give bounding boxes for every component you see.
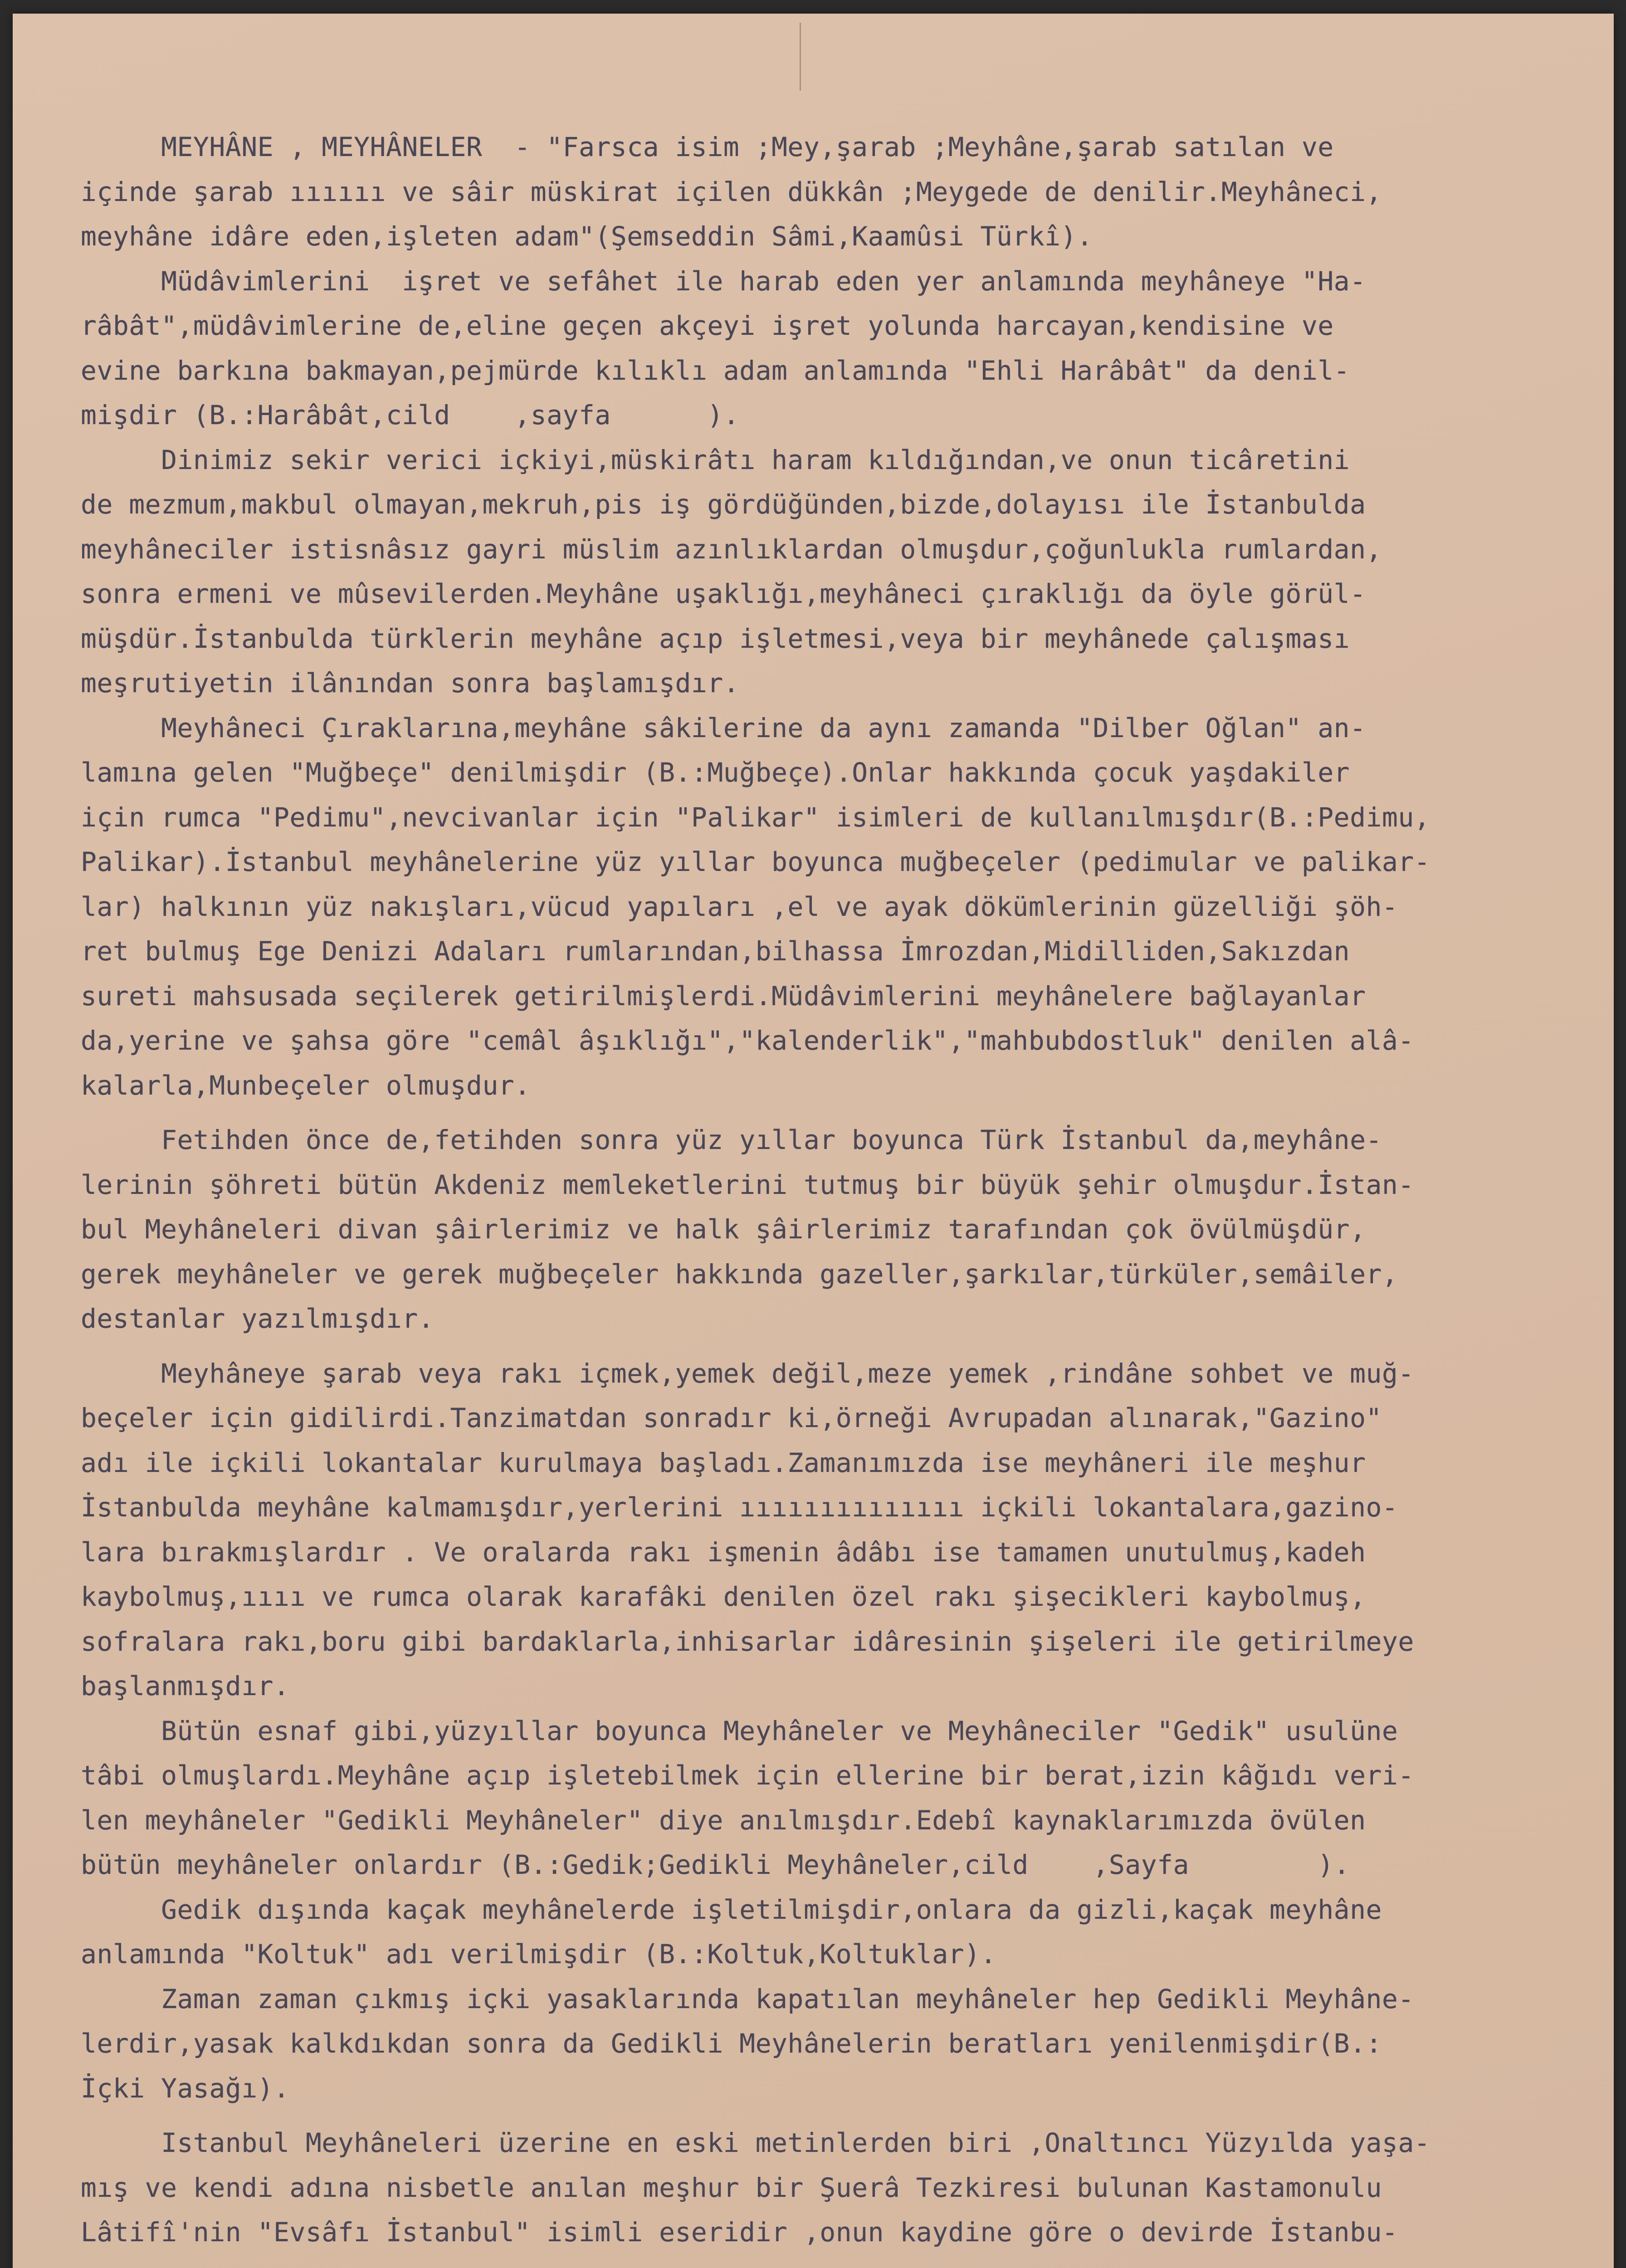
text-line: İstanbulda meyhâne kalmamışdır,yerlerini ıııııııııııııı içkili lokantalara,gazino- <box>81 1492 1398 1523</box>
text-line: lerdir,yasak kalkdıkdan sonra da Gedikli Meyhânelerin beratları yenilenmişdir(B.: <box>81 2028 1382 2059</box>
text-line: Meyhâneci Çıraklarına,meyhâne sâkilerine da aynı zamanda "Dilber Oğlan" an- <box>81 712 1366 743</box>
text-line: İçki Yasağı). <box>81 2072 290 2104</box>
text-line: tâbi olmuşlardı.Meyhâne açıp işletebilmek için ellerine bir berat,izin kâğıdı veri- <box>81 1760 1414 1791</box>
text-line: mişdir (B.:Harâbât,cild ,sayfa ). <box>81 400 740 430</box>
text-line: beçeler için gidilirdi.Tanzimatdan sonradır ki,örneği Avrupadan alınarak,"Gazino" <box>81 1403 1382 1433</box>
text-line: Zaman zaman çıkmış içki yasaklarında kapatılan meyhâneler hep Gedikli Meyhâne- <box>81 1983 1414 2014</box>
text-line: bütün meyhâneler onlardır (B.:Gedik;Gedikli Meyhâneler,cild ,Sayfa ). <box>81 1849 1350 1880</box>
fold-mark <box>800 23 801 91</box>
text-line: sureti mahsusada seçilerek getirilmişlerdi.Müdâvimlerini meyhânelere bağlayanlar <box>81 980 1366 1012</box>
text-line: Istanbul Meyhâneleri üzerine en eski metinlerden biri ,Onaltıncı Yüzyılda yaşa- <box>81 2127 1431 2158</box>
text-line: başlanmışdır. <box>81 1671 290 1701</box>
text-line: bul Meyhâneleri divan şâirlerimiz ve halk şâirlerimiz tarafından çok övülmüşdür, <box>81 1214 1366 1245</box>
text-line: da,yerine ve şahsa göre "cemâl âşıklığı","kalenderlik","mahbubdostluk" denilen alâ- <box>81 1025 1414 1056</box>
text-line: içinde şarab ıııııı ve sâir müskirat içilen dükkân ;Meygede de denilir.Meyhâneci, <box>81 176 1382 207</box>
text-line: anlamında "Koltuk" adı verilmişdir (B.:Koltuk,Koltuklar). <box>81 1939 996 1970</box>
text-line: sofralara rakı,boru gibi bardaklarla,inhisarlar idâresinin şişeleri ile getirilmeye <box>81 1626 1414 1657</box>
text-line: meyhâneciler istisnâsız gayri müslim azınlıklardan olmuşdur,çoğunlukla rumlardan, <box>81 533 1382 565</box>
text-line: için rumca "Pedimu",nevcivanlar için "Palikar" isimleri de kullanılmışdır(B.:Pedimu, <box>81 802 1431 833</box>
text-line: lar) halkının yüz nakışları,vücud yapıları ,el ve ayak dökümlerinin güzelliği şöh- <box>81 891 1398 922</box>
text-line: MEYHÂNE , MEYHÂNELER - "Farsca isim ;Mey,şarab ;Meyhâne,şarab satılan ve <box>81 132 1334 162</box>
text-line: Lâtifî'nin "Evsâfı İstanbul" isimli eseridir ,onun kaydine göre o devirde İstanbu- <box>81 2217 1398 2248</box>
text-line: meyhâne idâre eden,işleten adam"(Şemseddin Sâmi,Kaamûsi Türkî). <box>81 221 1093 252</box>
text-line: Dinimiz sekir verici içkiyi,müskirâtı haram kıldığından,ve onun ticâretini <box>81 444 1350 475</box>
typed-page <box>13 14 1614 2268</box>
paragraph-gap <box>81 1108 1577 1118</box>
text-line: lamına gelen "Muğbeçe" denilmişdir (B.:Muğbeçe).Onlar hakkında çocuk yaşdakiler <box>81 757 1350 788</box>
text-line: lerinin şöhreti bütün Akdeniz memleketlerini tutmuş bir büyük şehir olmuşdur.İstan- <box>81 1169 1414 1200</box>
text-line: Palikar).İstanbul meyhânelerine yüz yıllar boyunca muğbeçeler (pedimular ve palikar- <box>81 846 1431 877</box>
text-line: adı ile içkili lokantalar kurulmaya başladı.Zamanımızda ise meyhâneri ile meşhur <box>81 1447 1366 1478</box>
text-line: mış ve kendi adına nisbetle anılan meşhur bir Şuerâ Tezkiresi bulunan Kastamonulu <box>81 2172 1382 2203</box>
text-line: Meyhâneye şarab veya rakı içmek,yemek değil,meze yemek ,rindâne sohbet ve muğ- <box>81 1358 1414 1389</box>
text-line: müşdür.İstanbulda türklerin meyhâne açıp işletmesi,veya bir meyhânede çalışması <box>81 623 1350 654</box>
text-line: Fetihden önce de,fetihden sonra yüz yıllar boyunca Türk İstanbul da,meyhâne- <box>81 1124 1382 1155</box>
text-line: Bütün esnaf gibi,yüzyıllar boyunca Meyhâneler ve Meyhâneciler "Gedik" usulüne <box>81 1715 1398 1746</box>
text-line: evine barkına bakmayan,pejmürde kılıklı adam anlamında "Ehli Harâbât" da denil- <box>81 355 1350 386</box>
text-line: meşrutiyetin ilânından sonra başlamışdır. <box>81 668 740 699</box>
text-line: Müdâvimlerini işret ve sefâhet ile harab eden yer anlamında meyhâneye "Ha- <box>81 265 1366 297</box>
text-line: lara bırakmışlardır . Ve oralarda rakı işmenin âdâbı ise tamamen unutulmuş,kadeh <box>81 1536 1366 1568</box>
text-line: destanlar yazılmışdır. <box>81 1303 435 1334</box>
text-line: ret bulmuş Ege Denizi Adaları rumlarından,bilhassa İmrozdan,Midilliden,Sakızdan <box>81 936 1350 967</box>
text-line: kalarla,Munbeçeler olmuşdur. <box>81 1070 531 1101</box>
paragraph-gap <box>81 1341 1577 1351</box>
text-line: de mezmum,makbul olmayan,mekruh,pis iş gördüğünden,bizde,dolayısı ile İstanbulda <box>81 489 1366 520</box>
typed-text-body <box>81 125 1577 2255</box>
paragraph-gap <box>81 2111 1577 2121</box>
text-line: gerek meyhâneler ve gerek muğbeçeler hakkında gazeller,şarkılar,türküler,semâiler, <box>81 1258 1398 1290</box>
text-line: Gedik dışında kaçak meyhânelerde işletilmişdir,onlara da gizli,kaçak meyhâne <box>81 1894 1382 1925</box>
text-line: len meyhâneler "Gedikli Meyhâneler" diye anılmışdır.Edebî kaynaklarımızda övülen <box>81 1804 1366 1836</box>
text-line: sonra ermeni ve mûsevilerden.Meyhâne uşaklığı,meyhâneci çıraklığı da öyle görül- <box>81 578 1366 609</box>
text-line: kaybolmuş,ıııı ve rumca olarak karafâki denilen özel rakı şişecikleri kaybolmuş, <box>81 1581 1366 1612</box>
text-line: râbât",müdâvimlerine de,eline geçen akçeyi işret yolunda harcayan,kendisine ve <box>81 310 1334 341</box>
